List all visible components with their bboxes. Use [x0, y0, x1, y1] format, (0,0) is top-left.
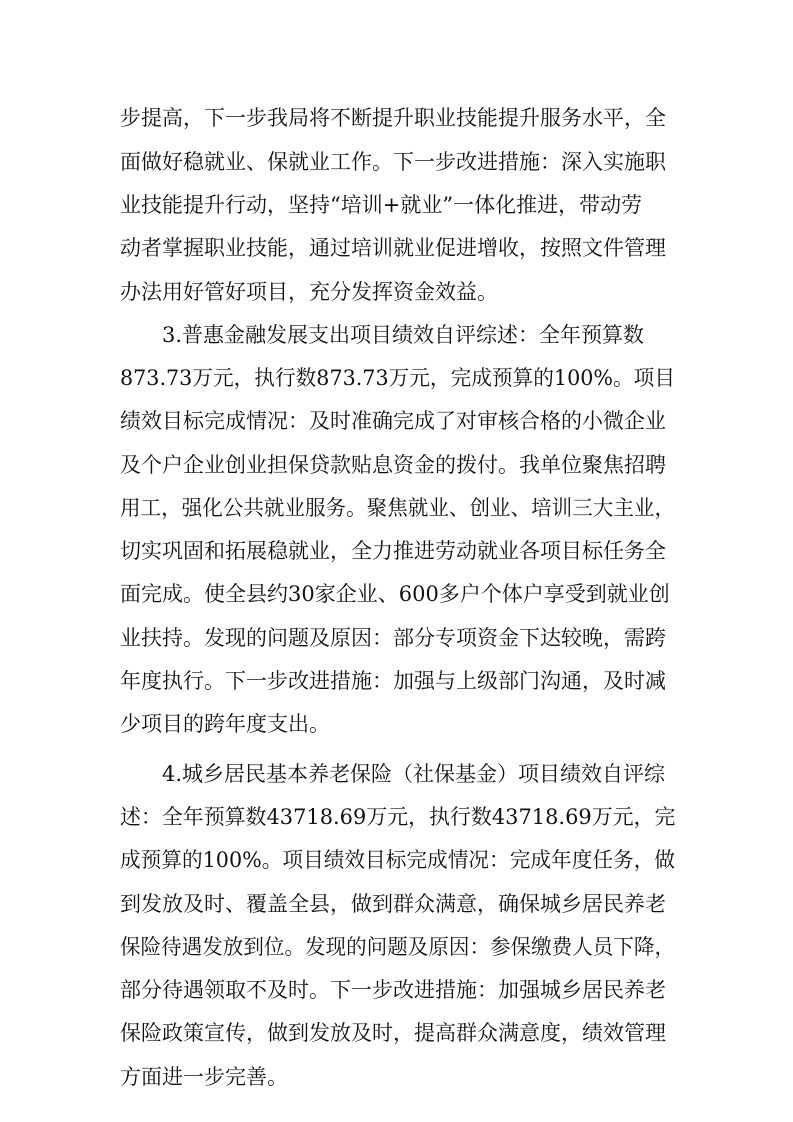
- body-text-line: 4.城乡居民基本养老保险（社保基金）项目绩效自评综: [162, 762, 666, 786]
- body-text-line: 少项目的跨年度支出。: [120, 712, 330, 736]
- body-text-line: 动者掌握职业技能，通过培训就业促进增收，按照文件管理: [120, 236, 666, 260]
- body-text-line: 保险政策宣传，做到发放及时，提高群众满意度，绩效管理: [120, 1021, 666, 1045]
- body-text-line: 用工，强化公共就业服务。聚焦就业、创业、培训三大主业，: [120, 496, 675, 520]
- body-text-line: 业扶持。发现的问题及原因：部分专项资金下达较晚，需跨: [120, 626, 666, 650]
- body-text-line: 年度执行。下一步改进措施：加强与上级部门沟通，及时减: [120, 669, 666, 693]
- body-text-line: 切实巩固和拓展稳就业，全力推进劳动就业各项目标任务全: [120, 539, 666, 563]
- body-text-line: 述：全年预算数43718.69万元，执行数43718.69万元，完: [120, 805, 676, 829]
- body-text-line: 面做好稳就业、保就业工作。下一步改进措施：深入实施职: [120, 150, 666, 174]
- body-text-line: 及个户企业创业担保贷款贴息资金的拨付。我单位聚焦招聘: [120, 453, 666, 477]
- body-text-line: 步提高，下一步我局将不断提升职业技能提升服务水平，全: [120, 106, 666, 130]
- body-text-line: 部分待遇领取不及时。下一步改进措施：加强城乡居民养老: [120, 978, 666, 1002]
- body-text-line: 绩效目标完成情况：及时准确完成了对审核合格的小微企业: [120, 409, 666, 433]
- body-text-line: 到发放及时、覆盖全县，做到群众满意，确保城乡居民养老: [120, 892, 666, 916]
- body-text-line: 业技能提升行动，坚持“培训+就业”一体化推进，带动劳: [120, 193, 643, 217]
- body-text-line: 方面进一步完善。: [120, 1065, 288, 1089]
- body-text-line: 成预算的100%。项目绩效目标完成情况：完成年度任务，做: [120, 848, 676, 872]
- body-text-line: 873.73万元，执行数873.73万元，完成预算的100%。项目: [120, 366, 675, 390]
- body-text-line: 3.普惠金融发展支出项目绩效自评综述：全年预算数: [162, 323, 645, 347]
- body-text-line: 办法用好管好项目，充分发挥资金效益。: [120, 280, 498, 304]
- body-text-line: 保险待遇发放到位。发现的问题及原因：参保缴费人员下降，: [120, 935, 675, 959]
- body-text-line: 面完成。使全县约30家企业、600多户个体户享受到就业创: [120, 582, 670, 606]
